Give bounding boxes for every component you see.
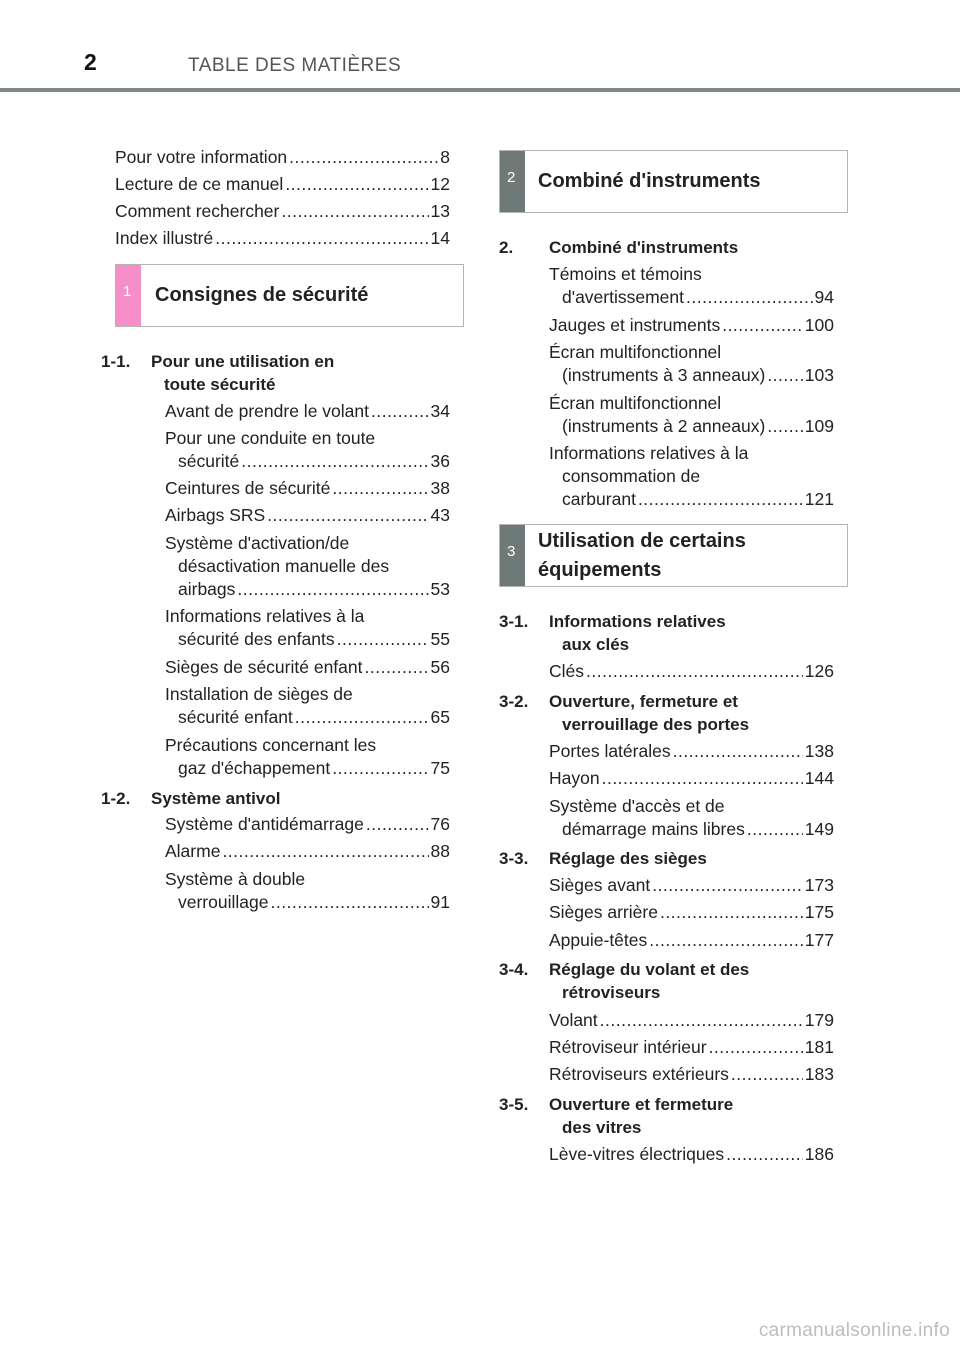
toc-entry[interactable]: Sièges avant ..... 173	[549, 874, 834, 897]
chapter-title: Combiné d'instruments	[538, 170, 761, 192]
toc-entry[interactable]: Système d'accès et de démarrage mains libres ..... 149	[549, 795, 834, 841]
chapter-title: Utilisation de certains équipements	[538, 530, 746, 581]
section-heading: 1-2. Système antivol	[101, 789, 281, 808]
page-number: 2	[84, 49, 97, 75]
page-header	[0, 0, 960, 95]
toc-entry[interactable]: Volant ..... 179	[549, 1009, 834, 1032]
toc-entry[interactable]: Sièges de sécurité enfant ..... 56	[165, 656, 450, 679]
toc-entry[interactable]: Système d'antidémarrage ..... 76	[165, 813, 450, 836]
toc-entry[interactable]: Pour une conduite en toute sécurité ..... 36	[165, 427, 450, 473]
chapter-3-header[interactable]	[499, 524, 848, 587]
section-heading: 3-1. Informations relatives aux clés	[499, 612, 726, 654]
section-heading: 3-5. Ouverture et fermeture des vitres	[499, 1095, 734, 1137]
toc-entry[interactable]: Système d'activation/de désactivation manuelle des airbags ..... 53	[165, 532, 450, 601]
section-heading: 3-3. Réglage des sièges	[499, 849, 707, 868]
chapter-tab: 2	[500, 151, 525, 212]
section-heading: 3-2. Ouverture, fermeture et verrouillage des portes	[499, 692, 750, 734]
toc-entry[interactable]: Hayon ..... 144	[549, 767, 834, 790]
toc-entry[interactable]: Appuie-têtes ..... 177	[549, 929, 834, 952]
toc-entry[interactable]: Jauges et instruments ..... 100	[549, 314, 834, 337]
toc-entry[interactable]: Témoins et témoins d'avertissement ..... 94	[549, 263, 834, 309]
toc-entry[interactable]: Système à double verrouillage ..... 91	[165, 868, 450, 914]
chapter-1-header[interactable]	[115, 264, 464, 327]
toc-entry[interactable]: Avant de prendre le volant ..... 34	[165, 400, 450, 423]
header-rule	[0, 88, 960, 92]
section-heading: 3-4. Réglage du volant et des rétroviseurs	[499, 960, 750, 1002]
toc-entry[interactable]: Installation de sièges de sécurité enfant ..... 65	[165, 683, 450, 729]
section-heading: 1-1. Pour une utilisation en toute sécurité	[101, 352, 335, 394]
toc-entry[interactable]: Airbags SRS ..... 43	[165, 504, 450, 527]
chapter-tab: 1	[116, 265, 141, 326]
toc-entry[interactable]: Rétroviseurs extérieurs ..... 183	[549, 1063, 834, 1086]
toc-entry[interactable]: Écran multifonctionnel (instruments à 3 anneaux) ..... 103	[549, 341, 834, 387]
toc-entry[interactable]: Index illustré ..... 14	[115, 227, 450, 250]
toc-entry[interactable]: Comment rechercher ..... 13	[115, 200, 450, 223]
chapter-2-header[interactable]	[499, 150, 848, 213]
toc-entry[interactable]: Informations relatives à la sécurité des enfants ..... 55	[165, 605, 450, 651]
toc-entry[interactable]: Portes latérales ..... 138	[549, 740, 834, 763]
toc-entry[interactable]: Précautions concernant les gaz d'échappement ..... 75	[165, 734, 450, 780]
chapter-title: Consignes de sécurité	[155, 284, 369, 306]
toc-entry[interactable]: Écran multifonctionnel (instruments à 2 anneaux) ..... 109	[549, 392, 834, 438]
toc-entry[interactable]: Pour votre information ..... 8	[115, 146, 450, 169]
toc-entry[interactable]: Ceintures de sécurité ..... 38	[165, 477, 450, 500]
toc-entry[interactable]: Rétroviseur intérieur ..... 181	[549, 1036, 834, 1059]
toc-entry[interactable]: Lecture de ce manuel ..... 12	[115, 173, 450, 196]
toc-entry[interactable]: Alarme ..... 88	[165, 840, 450, 863]
watermark: carmanualsonline.info	[758, 1320, 950, 1341]
header-title: TABLE DES MATIÈRES	[188, 55, 402, 76]
toc-entry[interactable]: Clés ..... 126	[549, 660, 834, 683]
section-heading: 2. Combiné d'instruments	[499, 238, 739, 257]
toc-entry[interactable]: Sièges arrière ..... 175	[549, 901, 834, 924]
chapter-tab: 3	[500, 525, 525, 586]
toc-entry[interactable]: Informations relatives à la consommation de carburant ..... 121	[549, 442, 834, 511]
toc-entry[interactable]: Lève-vitres électriques ..... 186	[549, 1143, 834, 1166]
